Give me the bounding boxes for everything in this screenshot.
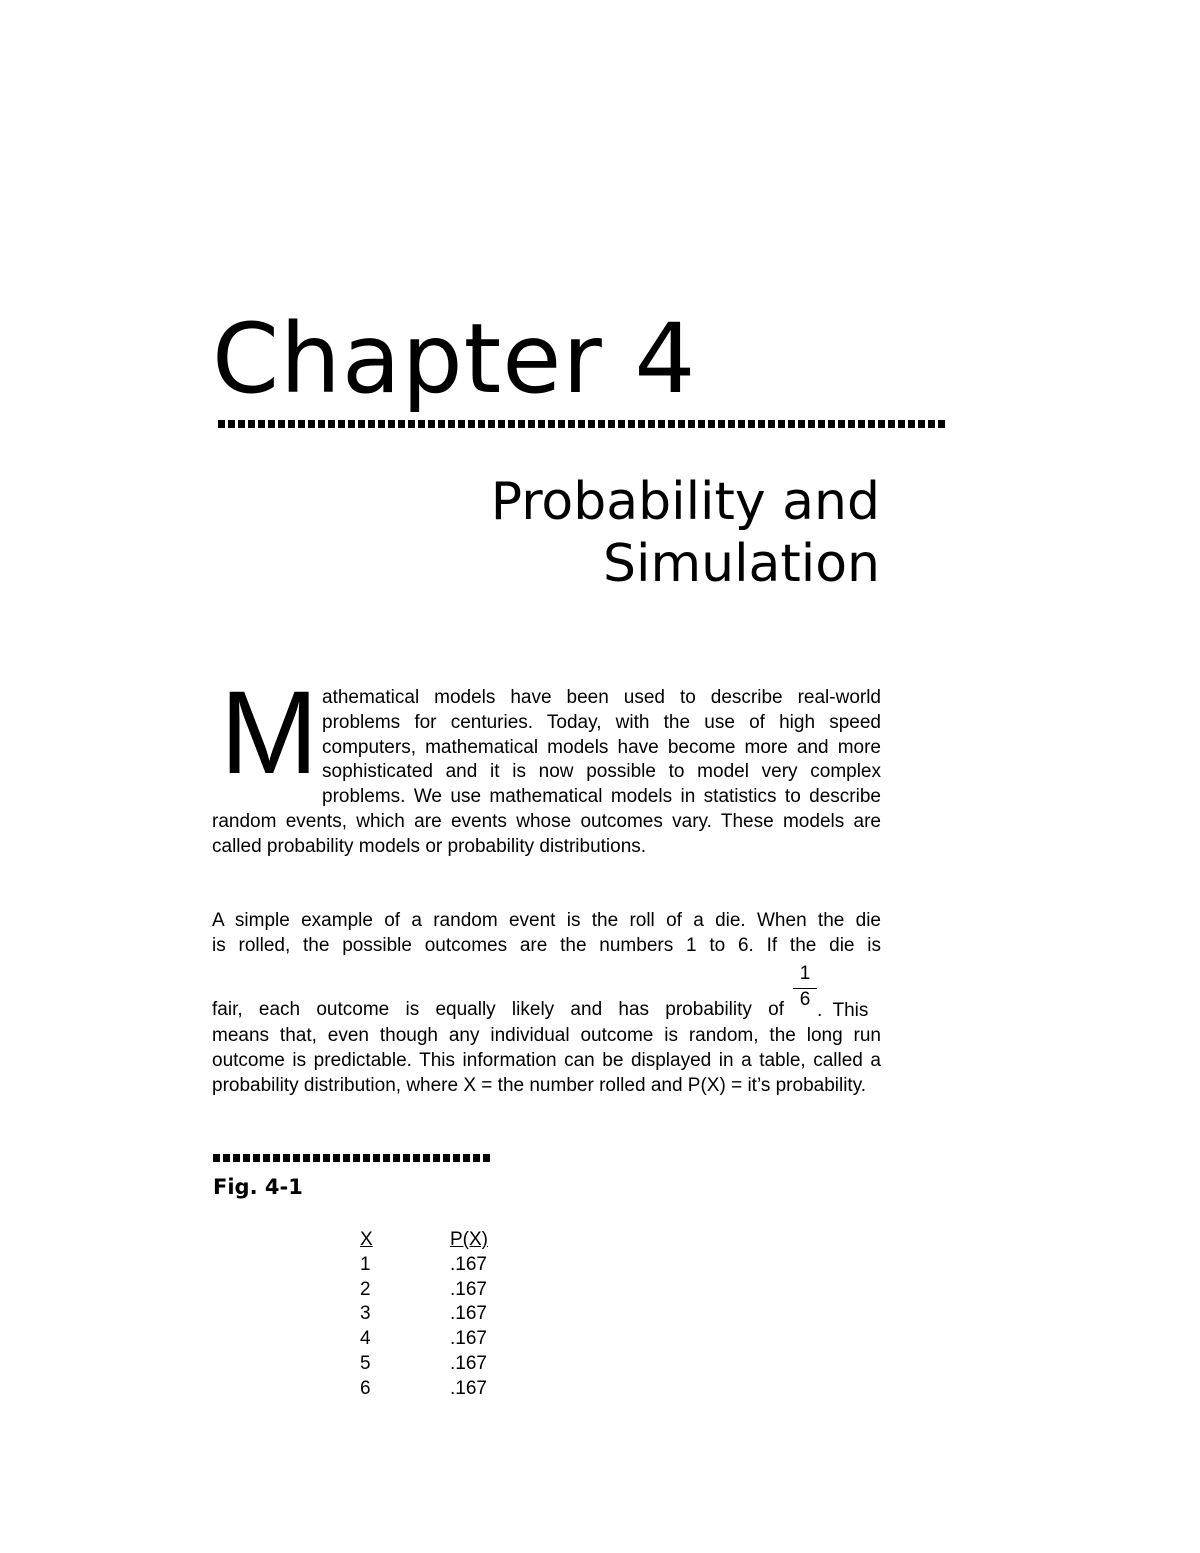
table-row — [360, 1302, 488, 1327]
table-cell-px: .167 — [450, 1278, 487, 1300]
paragraph-1-text: athematical models have been used to describe real-world problems for centuries. Today, with the use of high speed computers, mathematical models have become more and more sophisticated and it is now possible to model very complex problems. We use mathematical models in statistics to describe random events, which are events whose outcomes vary. These models are called probability models or probability distributions. — [212, 687, 881, 857]
column-header-x: X — [360, 1229, 373, 1250]
table-cell-x: 3 — [360, 1303, 371, 1325]
figure-dotted-divider — [213, 1154, 493, 1162]
drop-cap-container — [212, 667, 322, 799]
fraction-numerator: 1 — [799, 963, 811, 984]
paragraph-2-line-2: is rolled, the possible outcomes are the numbers 1 to 6. If the die is — [212, 934, 881, 956]
table-cell-px: .167 — [450, 1328, 487, 1350]
paragraph-2-line-3-start: fair, each outcome is equally likely and has probability of — [212, 998, 784, 1020]
table-cell-x: 1 — [360, 1253, 371, 1275]
table-cell-px: .167 — [450, 1352, 487, 1374]
table-cell-px: .167 — [450, 1377, 487, 1399]
chapter-subtitle — [420, 471, 880, 595]
paragraph-2-line-1: A simple example of a random event is the roll of a die. When the die — [212, 910, 881, 931]
subtitle-line-2: Simulation — [603, 534, 880, 594]
column-header-px: P(X) — [450, 1229, 488, 1250]
table-cell-x: 6 — [360, 1377, 371, 1399]
paragraph-2-line-3-end: . This — [817, 1000, 869, 1021]
table-cell-px: .167 — [450, 1253, 487, 1275]
fraction-denominator: 6 — [799, 989, 811, 1010]
fraction-line — [212, 959, 881, 1023]
probability-table — [360, 1228, 488, 1402]
table-header-row — [360, 1228, 488, 1253]
table-cell-x: 4 — [360, 1328, 371, 1350]
table-row — [360, 1352, 488, 1377]
table-row — [360, 1377, 488, 1402]
table-row — [360, 1327, 488, 1352]
table-row — [360, 1278, 488, 1303]
intro-paragraph-1 — [212, 667, 881, 860]
intro-paragraph-2 — [212, 909, 881, 1023]
drop-cap: M — [220, 667, 319, 799]
fraction-one-sixth — [793, 962, 817, 1011]
dotted-divider — [218, 420, 948, 428]
subtitle-line-1: Probability and — [490, 472, 880, 532]
paragraph-2-continuation: means that, even though any individual outcome is random, the long run outcome is predictable. This information can be displayed in a table, called a probability distribution, where X = the number rolled and P(X) = it’s probability. — [212, 1025, 881, 1096]
figure-label: Fig. 4-1 — [213, 1175, 303, 1199]
table-row — [360, 1253, 488, 1278]
table-cell-x: 2 — [360, 1278, 371, 1300]
chapter-title: Chapter 4 — [212, 303, 697, 415]
table-cell-x: 5 — [360, 1352, 371, 1374]
table-cell-px: .167 — [450, 1303, 487, 1325]
